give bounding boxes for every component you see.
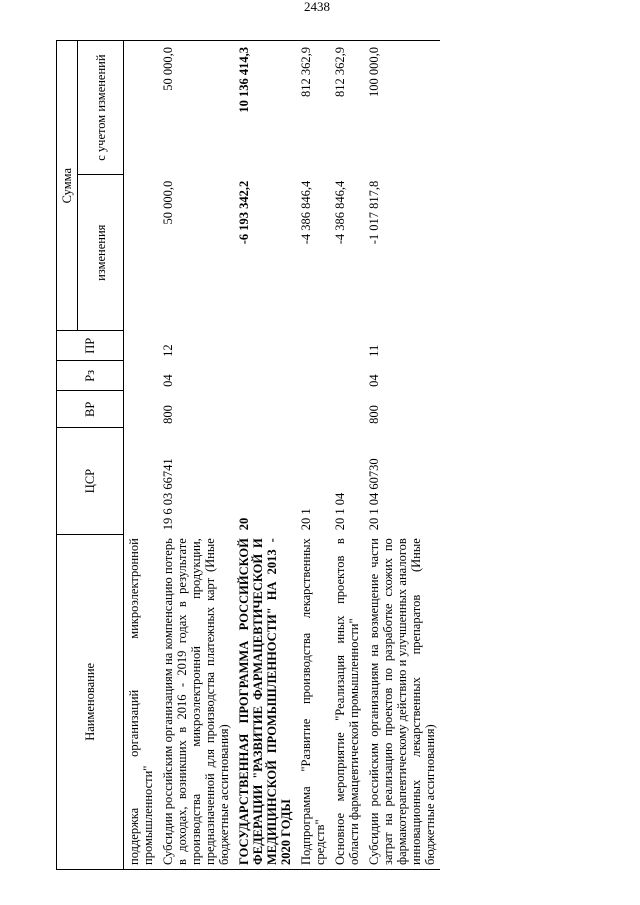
header-name: Наименование bbox=[57, 534, 124, 869]
row-pr bbox=[124, 331, 159, 361]
row-csr bbox=[124, 428, 159, 534]
row-pr bbox=[296, 331, 330, 361]
header-sum: Сумма bbox=[57, 41, 78, 331]
row-changes: -4 386 846,4 bbox=[333, 180, 347, 245]
row-changes bbox=[124, 175, 159, 331]
row-total: 50 000,0 bbox=[158, 41, 234, 175]
row-rz bbox=[234, 361, 296, 391]
header-pr: ПР bbox=[57, 331, 124, 361]
table-body bbox=[124, 41, 441, 870]
row-name: Основное мероприятие "Реализация иных проектов в области фармацевтической промышленности" bbox=[330, 534, 364, 869]
row-changes: -4 386 846,4 bbox=[299, 180, 313, 245]
header-changes: изменения bbox=[78, 175, 124, 331]
row-csr: 20 1 04 60730 bbox=[367, 458, 381, 531]
row-total: 812 362,9 bbox=[330, 41, 364, 175]
table-row bbox=[124, 41, 159, 870]
budget-table bbox=[56, 40, 440, 870]
row-name: поддержка организаций микроэлектронной промышленности" bbox=[124, 534, 159, 869]
row-vr bbox=[124, 391, 159, 428]
row-total: 10 136 414,3 bbox=[234, 41, 296, 175]
table-row bbox=[296, 41, 330, 870]
row-csr: 20 bbox=[237, 517, 251, 531]
row-total bbox=[124, 41, 159, 175]
row-pr bbox=[234, 331, 296, 361]
row-rz bbox=[124, 361, 159, 391]
header-csr: ЦСР bbox=[57, 428, 124, 534]
header-with-changes: с учетом изменений bbox=[78, 41, 124, 175]
row-name: Подпрограмма "Развитие производства лекарственных средств" bbox=[296, 534, 330, 869]
row-pr: 12 bbox=[161, 344, 175, 357]
row-rz: 04 bbox=[367, 374, 381, 387]
row-pr bbox=[330, 331, 364, 361]
row-rz: 04 bbox=[161, 374, 175, 387]
row-changes: 50 000,0 bbox=[161, 180, 175, 225]
page-number: 2438 bbox=[304, 0, 330, 14]
row-csr: 20 1 04 bbox=[333, 492, 347, 531]
row-name: Субсидии российским организациям на возмещение части затрат на реализацию проектов по разработке схожих по фармакотерапевтическому действию и улучшенных аналогов инновационных лекарственных препаратов (Иные бюджетные ассигнования) bbox=[364, 534, 440, 869]
table-row bbox=[234, 41, 296, 870]
row-name: ГОСУДАРСТВЕННАЯ ПРОГРАММА РОССИЙСКОЙ ФЕДЕРАЦИИ "РАЗВИТИЕ ФАРМАЦЕВТИЧЕСКОЙ И МЕДИЦИНСКОЙ ПРОМЫШЛЕННОСТИ" НА 2013 - 2020 ГОДЫ bbox=[234, 534, 296, 869]
row-vr bbox=[330, 391, 364, 428]
row-pr: 11 bbox=[367, 344, 381, 357]
row-total: 812 362,9 bbox=[296, 41, 330, 175]
table-row bbox=[158, 41, 234, 870]
row-changes: -6 193 342,2 bbox=[237, 180, 251, 245]
row-vr: 800 bbox=[367, 405, 381, 424]
row-total: 100 000,0 bbox=[364, 41, 440, 175]
header-rz: Рз bbox=[57, 361, 124, 391]
row-rz bbox=[330, 361, 364, 391]
row-csr: 19 6 03 66741 bbox=[161, 458, 175, 531]
table-row bbox=[330, 41, 364, 870]
row-name: Субсидии российским организациям на компенсацию потерь в доходах, возникших в 2016 - 2019 годах в результате производства микроэлектронной продукции, предназначенной для производства платежных карт (Иные бюджетные ассигнования) bbox=[158, 534, 234, 869]
row-csr: 20 1 bbox=[299, 508, 313, 531]
row-vr bbox=[296, 391, 330, 428]
row-rz bbox=[296, 361, 330, 391]
row-vr: 800 bbox=[161, 405, 175, 424]
row-changes: -1 017 817,8 bbox=[367, 180, 381, 245]
row-vr bbox=[234, 391, 296, 428]
rotated-sheet bbox=[56, 40, 584, 870]
header-vr: ВР bbox=[57, 391, 124, 428]
table-row bbox=[364, 41, 440, 870]
